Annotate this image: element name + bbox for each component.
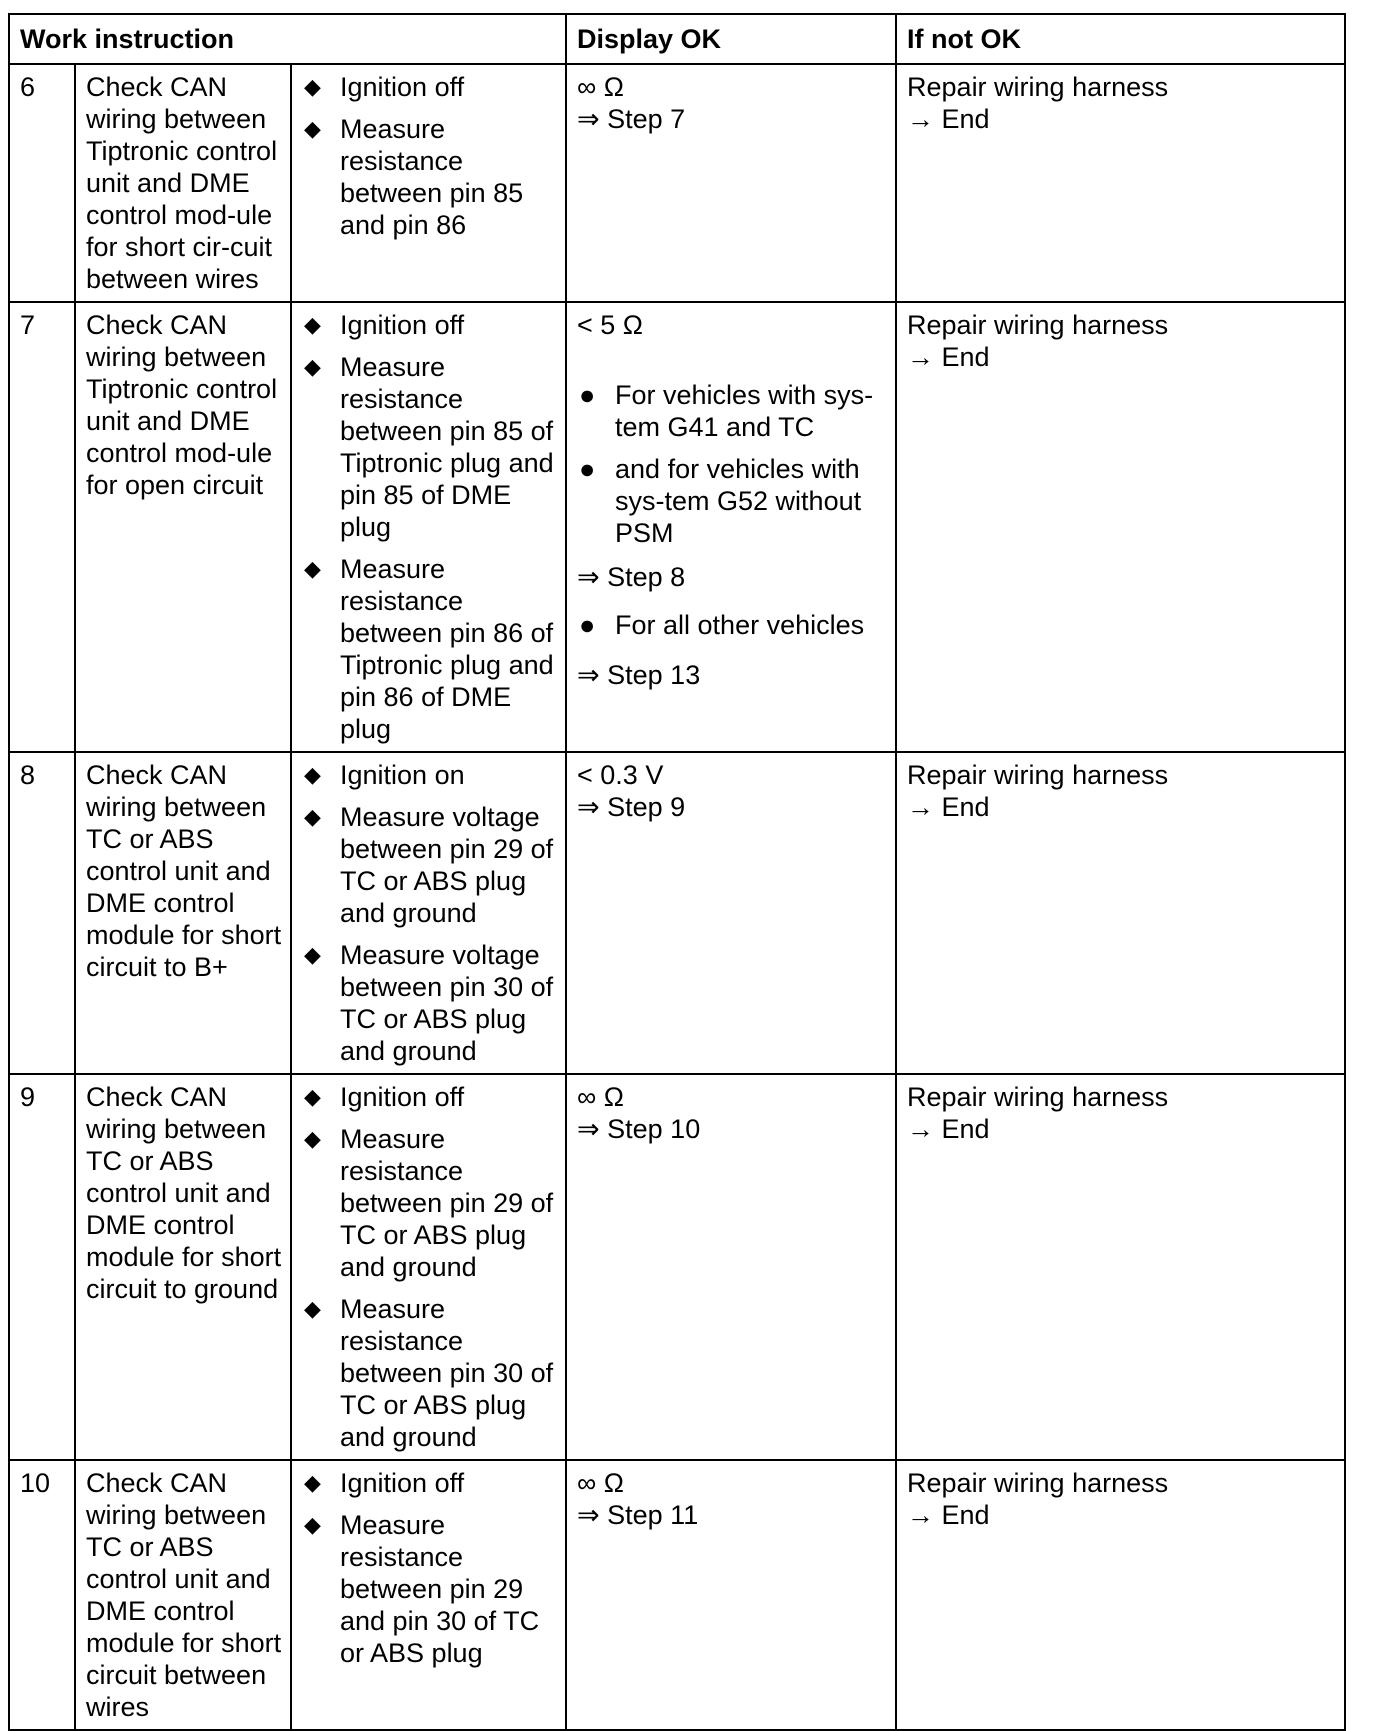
instruction-text: Check CAN wiring between TC or ABS control unit and DME control module for short circuit to ground [75,1074,291,1460]
not-ok-end: → End [907,792,990,822]
step-number: 9 [9,1074,75,1460]
not-ok-action: Repair wiring harness [907,72,1169,102]
display-ok-cell [566,1460,896,1730]
diamond-bullet-icon: ◆ [304,804,321,829]
actions-cell [291,64,566,302]
not-ok-action: Repair wiring harness [907,1082,1169,1112]
diamond-bullet-icon: ◆ [304,1512,321,1537]
not-ok-end: → End [907,104,990,134]
work-instruction-table [8,13,1346,1731]
actions-cell [291,1460,566,1730]
table-row [9,1460,1345,1730]
header-display-ok: Display OK [566,14,896,64]
diamond-bullet-icon: ◆ [304,354,321,379]
diamond-bullet-icon: ◆ [304,1296,321,1321]
ok-condition-item: ● For all other vehicles [579,610,865,640]
action-item: ◆ Ignition off [304,310,465,340]
not-ok-cell [896,302,1345,752]
actions-cell [291,752,566,1074]
diamond-bullet-icon: ◆ [304,116,321,141]
actions-cell [291,302,566,752]
instruction-text: Check CAN wiring between TC or ABS control unit and DME control module for short circuit between wires [75,1460,291,1730]
actions-cell [291,1074,566,1460]
ok-next-step: ⇒ Step 11 [577,1500,699,1530]
action-item: ◆ Measure voltage between pin 30 of TC or ABS plug and ground [304,940,554,1066]
ok-next-step: ⇒ Step 13 [577,660,701,690]
not-ok-cell [896,1074,1345,1460]
ok-next-step: ⇒ Step 9 [577,792,686,822]
diamond-bullet-icon: ◆ [304,1470,321,1495]
ok-value: < 5 Ω [577,310,643,340]
action-item: ◆ Ignition off [304,1082,465,1112]
table-row [9,1074,1345,1460]
action-item: ◆ Ignition on [304,760,465,790]
action-item: ◆ Measure resistance between pin 85 and pin 86 [304,114,524,240]
ok-value: ∞ Ω [577,1468,624,1498]
step-number: 10 [9,1460,75,1730]
display-ok-cell [566,1074,896,1460]
not-ok-end: → End [907,1114,990,1144]
not-ok-action: Repair wiring harness [907,760,1169,790]
diamond-bullet-icon: ◆ [304,1084,321,1109]
instruction-text: Check CAN wiring between Tiptronic control unit and DME control mod-ule for open circuit [75,302,291,752]
diamond-bullet-icon: ◆ [304,1126,321,1151]
action-item: ◆ Measure resistance between pin 85 of Tiptronic plug and pin 85 of DME plug [304,352,554,542]
round-bullet-icon: ● [579,610,596,640]
header-work-instruction: Work instruction [9,14,566,64]
action-item: ◆ Measure resistance between pin 29 of TC or ABS plug and ground [304,1124,554,1282]
not-ok-end: → End [907,342,990,372]
diamond-bullet-icon: ◆ [304,312,321,337]
diamond-bullet-icon: ◆ [304,556,321,581]
display-ok-cell [566,64,896,302]
not-ok-end: → End [907,1500,990,1530]
step-number: 6 [9,64,75,302]
not-ok-action: Repair wiring harness [907,310,1169,340]
ok-next-step: ⇒ Step 8 [577,562,686,592]
action-item: ◆ Measure resistance between pin 29 and pin 30 of TC or ABS plug [304,1510,540,1668]
round-bullet-icon: ● [579,454,596,484]
table-row [9,302,1345,752]
step-number: 7 [9,302,75,752]
diamond-bullet-icon: ◆ [304,74,321,99]
not-ok-cell [896,752,1345,1074]
not-ok-cell [896,64,1345,302]
action-item: ◆ Ignition off [304,1468,465,1498]
round-bullet-icon: ● [579,380,596,410]
step-number: 8 [9,752,75,1074]
diamond-bullet-icon: ◆ [304,942,321,967]
not-ok-action: Repair wiring harness [907,1468,1169,1498]
instruction-text: Check CAN wiring between Tiptronic control unit and DME control mod-ule for short cir-cuit between wires [75,64,291,302]
ok-next-step: ⇒ Step 7 [577,104,686,134]
instruction-text: Check CAN wiring between TC or ABS control unit and DME control module for short circuit to B+ [75,752,291,1074]
ok-condition-item: ● and for vehicles with sys-tem G52 without PSM [579,454,862,548]
action-item: ◆ Ignition off [304,72,465,102]
ok-next-step: ⇒ Step 10 [577,1114,701,1144]
action-item: ◆ Measure resistance between pin 30 of TC or ABS plug and ground [304,1294,554,1452]
header-if-not-ok: If not OK [896,14,1345,64]
ok-value: < 0.3 V [577,760,664,790]
action-item: ◆ Measure voltage between pin 29 of TC or ABS plug and ground [304,802,554,928]
action-item: ◆ Measure resistance between pin 86 of Tiptronic plug and pin 86 of DME plug [304,554,554,744]
ok-value: ∞ Ω [577,1082,624,1112]
display-ok-cell [566,752,896,1074]
ok-value: ∞ Ω [577,72,624,102]
diamond-bullet-icon: ◆ [304,762,321,787]
table-row [9,64,1345,302]
not-ok-cell [896,1460,1345,1730]
header-row [9,14,1345,64]
ok-condition-item: ● For vehicles with sys-tem G41 and TC [579,380,874,442]
display-ok-cell [566,302,896,752]
table-row [9,752,1345,1074]
